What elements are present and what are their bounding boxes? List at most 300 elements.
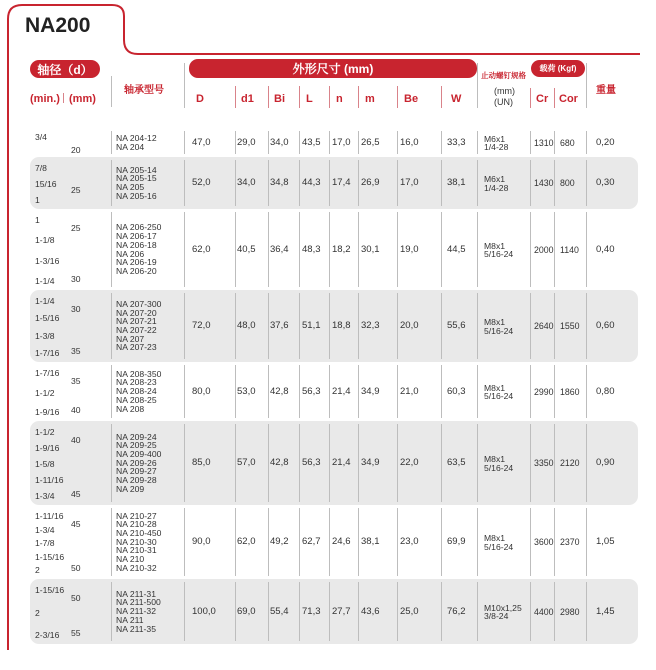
column-separator [329,160,330,206]
column-separator [586,160,587,206]
bearing-model: NA 209-400 [116,448,162,459]
dim-value-d1: 53,0 [237,385,256,397]
dim-value-w: 33,3 [447,136,466,148]
set-screw-unit: (mm) [494,86,515,96]
dim-value-w: 69,9 [447,536,466,547]
column-separator [441,293,442,359]
column-separator [358,508,359,576]
dim-value-bi: 42,8 [270,385,289,397]
dim-col-header-be: Be [404,93,419,105]
dim-col-header-l: L [306,93,313,105]
column-separator [586,212,587,287]
column-separator [397,212,398,287]
dim-value-l: 71,3 [302,605,321,617]
column-separator [268,131,269,154]
column-separator [477,131,478,154]
bearing-model: NA 207-300 [116,298,162,309]
dim-value-d: 72,0 [192,320,211,331]
shaft-mm-value: 30 [71,304,81,314]
dim-value-w: 38,1 [447,177,466,188]
column-separator [586,582,587,641]
dim-value-d: 80,0 [192,385,211,397]
column-separator [184,582,185,641]
dim-value-be: 22,0 [400,457,419,468]
shaft-mm-value: 45 [71,519,81,529]
column-separator [111,293,112,359]
dim-value-bi: 49,2 [270,536,289,547]
load-header: 载荷 (Kgf) [531,60,585,77]
column-separator [554,582,555,641]
shaft-inch-value: 1-5/16 [35,313,60,324]
dim-value-be: 20,0 [400,320,419,331]
column-separator [477,160,478,206]
set-screw-line: M8x1 [484,533,506,543]
column-separator [586,508,587,576]
bearing-model: NA 207-21 [116,316,157,327]
dim-value-d: 52,0 [192,177,211,188]
dim-value-n: 18,2 [332,243,351,255]
shaft-mm-value: 40 [71,435,81,445]
shaft-mm-value: 35 [71,376,81,386]
dim-value-n: 24,6 [332,536,351,547]
column-separator [329,293,330,359]
bearing-model: NA 209-25 [116,440,157,451]
column-separator [530,582,531,641]
column-separator [530,131,531,154]
column-separator [358,365,359,418]
column-separator [530,293,531,359]
header-separator [358,86,359,108]
weight-header: 重量 [596,85,616,96]
bearing-model: NA 206 [116,248,145,259]
dim-value-d1: 29,0 [237,136,256,148]
column-separator [397,365,398,418]
bearing-model: NA 205-15 [116,173,157,184]
shaft-mm-value: 45 [71,489,81,499]
header-separator [63,93,64,103]
column-separator [299,293,300,359]
column-separator [268,293,269,359]
dim-value-be: 19,0 [400,243,419,255]
dim-col-header-m: m [365,93,375,105]
dim-value-m: 30,1 [361,243,380,255]
bearing-model: NA 211-35 [116,623,156,634]
column-separator [397,293,398,359]
dim-value-m: 38,1 [361,536,380,547]
column-separator [397,131,398,154]
set-screw-line: 5/16-24 [484,541,514,552]
column-separator [184,293,185,359]
column-separator [268,212,269,287]
column-separator [329,582,330,641]
column-separator [358,293,359,359]
shaft-inch-value: 1-1/8 [35,235,55,246]
shaft-inch-value: 1-11/16 [35,475,64,485]
weight-value: 0,30 [596,177,615,188]
column-separator [329,508,330,576]
dimensions-header: 外形尺寸 (mm) [189,59,477,78]
column-separator [586,293,587,359]
dim-value-n: 17,4 [332,177,351,188]
set-screw-line: M8x1 [484,317,506,327]
cr-value: 3600 [534,537,554,547]
bearing-model: NA 211-32 [116,606,156,617]
header-separator [530,88,531,108]
shaft-inch-value: 1-1/2 [35,427,55,437]
set-screw-line: 5/16-24 [484,325,514,336]
dim-value-d1: 48,0 [237,320,256,331]
page-title: NA200 [25,14,91,37]
dim-value-d1: 62,0 [237,536,256,547]
dim-col-header-w: W [451,93,462,105]
bearing-model: NA 208-25 [116,394,157,405]
column-separator [299,160,300,206]
set-screw-line: 1/4-28 [484,142,509,153]
column-separator [184,508,185,576]
weight-value: 0,60 [596,320,615,331]
bearing-model: NA 206-19 [116,257,157,268]
set-screw-spec [484,135,508,152]
header-separator [554,88,555,108]
bearing-model: NA 205-14 [116,164,157,175]
bearing-model: NA 207-22 [116,325,157,335]
dim-value-n: 21,4 [332,385,351,397]
dim-value-be: 21,0 [400,385,419,397]
shaft-mm-value: 25 [71,223,81,233]
dim-value-w: 44,5 [447,243,466,255]
set-screw-line: M6x1 [484,174,506,184]
shaft-inch-value: 2 [35,565,40,575]
shaft-diameter-header: 轴径（d） [30,60,100,78]
shaft-inch-value: 1-5/8 [35,459,55,469]
dim-value-be: 23,0 [400,536,419,547]
column-separator [530,424,531,502]
column-separator [111,582,112,641]
column-separator [530,508,531,576]
bearing-model-list [116,223,161,275]
cr-value: 1430 [534,178,554,188]
shaft-inch-value: 1-9/16 [35,407,60,417]
bearing-model: NA 210-450 [116,527,162,538]
dim-value-w: 76,2 [447,605,466,617]
column-separator [441,365,442,418]
bearing-model: NA 207 [116,333,145,344]
cor-value: 680 [560,137,575,148]
header-separator [586,63,587,108]
set-screw-line: 1/4-28 [484,182,509,193]
bearing-model-header: 轴承型号 [124,85,164,96]
column-separator [235,293,236,359]
shaft-inch-value: 1-1/4 [35,276,55,286]
cor-header: Cor [559,93,578,105]
weight-value: 0,20 [596,136,615,148]
bearing-model: NA 209 [116,483,145,494]
column-separator [184,212,185,287]
shaft-mm-value: 55 [71,628,81,638]
column-separator [111,424,112,502]
set-screw-line: M6x1 [484,133,506,144]
column-separator [477,424,478,502]
cor-value: 2370 [560,537,580,547]
bearing-model: NA 209-24 [116,431,157,442]
header-separator [268,86,269,108]
set-screw-spec [484,318,513,335]
set-screw-line: M10x1,25 [484,602,522,613]
bearing-model: NA 204-12 [116,132,157,143]
set-screw-line: 5/16-24 [484,249,514,260]
column-separator [554,365,555,418]
set-screw-header: 止动螺钉规格 [481,71,526,80]
set-screw-spec [484,534,513,551]
cr-value: 2000 [534,244,554,255]
cr-value: 2990 [534,386,554,397]
bearing-model-list [116,166,157,201]
bearing-model: NA 208-23 [116,377,157,388]
column-separator [358,582,359,641]
column-separator [441,212,442,287]
dim-value-m: 34,9 [361,457,380,468]
cor-value: 1860 [560,386,580,397]
set-screw-line: 3/8-24 [484,611,509,622]
column-separator [441,160,442,206]
dim-value-d: 85,0 [192,457,211,468]
shaft-inch-value: 1-7/16 [35,368,60,378]
shaft-mm-value: 50 [71,563,81,573]
set-screw-line: 5/16-24 [484,391,514,402]
cor-value: 2980 [560,606,580,617]
bearing-model-list [116,590,161,634]
cr-value: 1310 [534,137,554,148]
bearing-model-list [116,134,157,151]
bearing-model: NA 211-500 [116,597,161,608]
dim-value-l: 44,3 [302,177,321,188]
column-separator [554,160,555,206]
shaft-inch-value: 1-3/8 [35,330,55,341]
dim-value-bi: 36,4 [270,243,289,255]
column-separator [554,424,555,502]
column-separator [268,365,269,418]
bearing-model: NA 208 [116,403,145,414]
column-separator [235,365,236,418]
dim-value-bi: 55,4 [270,605,289,617]
header-separator [441,86,442,108]
column-separator [554,131,555,154]
column-separator [268,424,269,502]
shaft-mm-value: 20 [71,144,81,155]
column-separator [397,582,398,641]
dim-value-n: 21,4 [332,457,351,468]
column-separator [530,212,531,287]
column-separator [358,424,359,502]
column-separator [235,508,236,576]
column-separator [586,424,587,502]
column-separator [530,160,531,206]
dim-value-m: 26,9 [361,177,380,188]
shaft-inch-value: 3/4 [35,132,47,142]
dim-value-d: 62,0 [192,243,211,255]
column-separator [111,365,112,418]
column-separator [299,212,300,287]
bearing-model: NA 208-24 [116,386,157,397]
column-separator [441,424,442,502]
bearing-model-list [116,512,161,573]
cor-value: 2120 [560,458,580,468]
shaft-inch-value: 1-1/4 [35,296,55,306]
column-separator [358,131,359,154]
bearing-model: NA 204 [116,141,145,152]
dim-value-d1: 40,5 [237,243,256,255]
shaft-inch-value: 1-3/16 [35,255,60,266]
column-separator [299,582,300,641]
column-separator [329,424,330,502]
set-screw-spec [484,604,522,621]
column-separator [586,131,587,154]
weight-value: 0,80 [596,385,615,397]
column-separator [235,582,236,641]
column-separator [397,424,398,502]
dim-value-m: 34,9 [361,385,380,397]
header-separator [477,63,478,108]
bearing-model: NA 208-350 [116,368,162,379]
dim-col-header-n: n [336,93,343,105]
shaft-inch-value: 1 [35,215,40,225]
column-separator [477,212,478,287]
column-separator [299,424,300,502]
cor-value: 800 [560,178,575,188]
dim-value-w: 55,6 [447,320,466,331]
column-separator [299,508,300,576]
dim-value-d: 47,0 [192,136,211,148]
header-separator [184,63,185,108]
bearing-model: NA 210-32 [116,562,157,573]
column-separator [268,508,269,576]
cr-value: 4400 [534,606,554,617]
bearing-model: NA 209-27 [116,466,157,477]
dim-col-header-d: D [196,93,204,105]
dim-value-l: 56,3 [302,457,321,468]
column-separator [184,131,185,154]
shaft-mm-value: 30 [71,274,81,284]
set-screw-line: M8x1 [484,382,506,393]
shaft-inch-value: 2-3/16 [35,630,60,640]
set-screw-line: M8x1 [484,454,506,464]
shaft-mm-value: 35 [71,346,81,356]
header-separator [329,86,330,108]
dim-value-bi: 42,8 [270,457,289,468]
dim-value-d: 90,0 [192,536,211,547]
shaft-inch-value: 1-3/4 [35,491,55,501]
dim-col-header-bi: Bi [274,93,285,105]
column-separator [477,508,478,576]
bearing-model: NA 206-18 [116,239,157,250]
bearing-model: NA 205-16 [116,190,157,201]
column-separator [554,212,555,287]
column-separator [268,582,269,641]
bearing-model: NA 210 [116,554,145,565]
set-screw-line: M8x1 [484,240,506,251]
dim-value-m: 26,5 [361,136,380,148]
column-separator [358,212,359,287]
shaft-mm-value: 50 [71,593,81,603]
bearing-model: NA 207-20 [116,307,157,318]
shaft-inch-value: 1-7/8 [35,538,55,548]
bearing-model: NA 207-23 [116,342,157,353]
column-separator [235,212,236,287]
set-screw-spec [484,455,513,472]
column-separator [329,131,330,154]
dim-col-header-d1: d1 [241,93,254,105]
cr-header: Cr [536,93,549,105]
dim-value-d1: 69,0 [237,605,256,617]
weight-value: 0,90 [596,457,615,468]
dim-value-d: 100,0 [192,605,216,617]
column-separator [441,508,442,576]
bearing-model: NA 205 [116,182,145,192]
column-separator [441,131,442,154]
column-separator [111,508,112,576]
bearing-model: NA 211 [116,614,144,625]
column-separator [184,424,185,502]
column-separator [397,160,398,206]
set-screw-spec [484,175,508,192]
column-separator [111,160,112,206]
column-separator [235,424,236,502]
weight-value: 0,40 [596,243,615,255]
shaft-inch-value: 1-3/4 [35,524,55,535]
column-separator [111,131,112,154]
column-separator [329,212,330,287]
bearing-model: NA 209-28 [116,475,157,486]
shaft-inch-value: 1-15/16 [35,551,65,562]
set-screw-unit2: (UN) [494,97,513,107]
column-separator [299,365,300,418]
dim-value-n: 27,7 [332,605,351,617]
dim-value-be: 25,0 [400,605,419,617]
shaft-mm-value: 40 [71,405,81,415]
shaft-inch-value: 1-1/2 [35,387,55,398]
dim-value-n: 17,0 [332,136,351,148]
header-separator [235,86,236,108]
column-separator [184,365,185,418]
unit-inch-header: (min.) [30,93,60,105]
shaft-inch-value: 1-9/16 [35,443,60,453]
shaft-mm-value: 25 [71,185,81,195]
column-separator [477,365,478,418]
shaft-inch-value: 1-11/16 [35,511,64,521]
dim-value-l: 43,5 [302,136,321,148]
bearing-model: NA 210-28 [116,519,157,530]
shaft-inch-value: 7/8 [35,163,47,173]
set-screw-line: 5/16-24 [484,462,514,473]
dim-value-be: 16,0 [400,136,419,148]
cor-value: 1140 [560,244,579,255]
dim-value-l: 62,7 [302,536,321,547]
bearing-model: NA 206-20 [116,265,157,276]
dim-value-m: 32,3 [361,320,380,331]
header-separator [299,86,300,108]
column-separator [441,582,442,641]
bearing-model: NA 206-250 [116,222,162,233]
shaft-inch-value: 15/16 [35,179,57,189]
dim-value-be: 17,0 [400,177,419,188]
unit-mm-header: (mm) [69,93,96,105]
dim-value-l: 56,3 [302,385,321,397]
set-screw-spec [484,242,513,259]
set-screw-spec [484,384,513,401]
dim-value-n: 18,8 [332,320,351,331]
dim-value-l: 51,1 [302,320,321,331]
column-separator [268,160,269,206]
